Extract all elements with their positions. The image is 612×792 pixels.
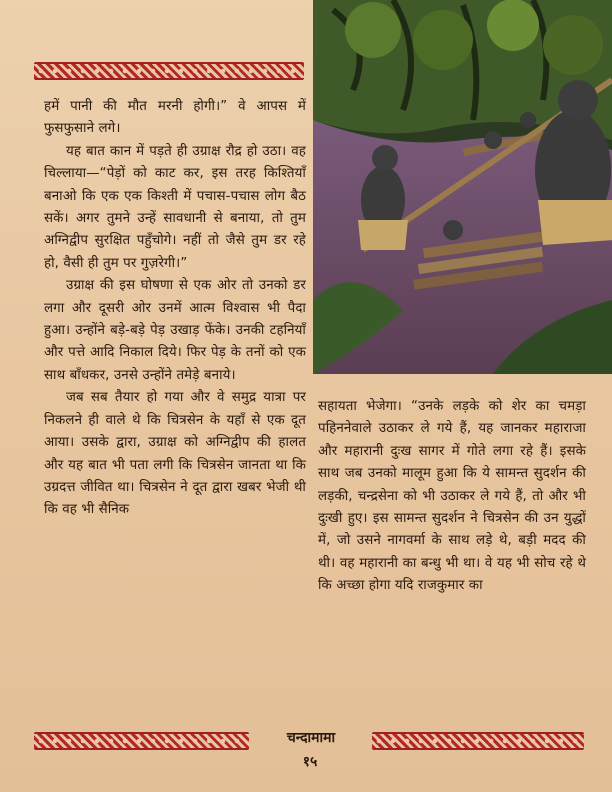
left-text-column — [44, 96, 306, 522]
top-ornament-border — [34, 62, 304, 80]
bottom-left-ornament-border — [34, 732, 249, 750]
right-text-column — [318, 396, 586, 598]
left-paragraph-1: हमें पानी की मौत मरनी होगी।” वे आपस में फुसफुसाने लगे। — [44, 99, 306, 137]
magazine-title: चन्दामामा — [286, 730, 336, 746]
left-paragraph-2: यह बात कान में पड़ते ही उग्राक्ष रौद्र हो उठा। वह चिल्लाया—“पेड़ों को काट कर, इस तरह किश्तियाँ बनाओ कि एक एक किश्ती में पचास-पचास लोग बैठ सकें। अगर तुमने उन्हें सावधानी से बनाया, तो तुम अग्निद्वीप सुरक्षित पहुँचोगे। नहीं तो जैसे तुम डर रहे हो, वैसी ही तुम पर गुज़रेगी।” — [44, 143, 306, 271]
page-number: १५ — [302, 754, 318, 770]
bottom-right-ornament-border — [372, 732, 584, 750]
left-paragraph-4: जब सब तैयार हो गया और वे समुद्र यात्रा पर निकलने ही वाले थे कि चित्रसेन के यहाँ से एक दूत आया। उसके द्वारा, उग्राक्ष को अग्निद्वीप की हालत और यह बात भी पता लगी कि चित्रसेन जानता था कि उग्रदत्त जीवित था। चित्रसेन ने दूत द्वारा खबर भेजी थी कि वह भी सैनिक — [44, 390, 306, 518]
left-paragraph-3: उग्राक्ष की इस घोषणा से एक ओर तो उनको डर लगा और दूसरी ओर उनमें आत्म विश्वास भी पैदा हुआ। उन्होंने बड़े-बड़े पेड़ उखाड़ फेंके। उनकी टहनियाँ और पत्ते आदि निकाल दिये। फिर पेड़ के तनों को एक साथ बाँधकर, उनसे उन्होंने तमेड़े बनाये। — [44, 278, 306, 383]
forest-raft-illustration — [313, 0, 612, 374]
right-paragraph-1: सहायता भेजेगा। “उनके लड़के को शेर का चमड़ा पहिननेवाले उठाकर ले गये हैं, यह जानकर महाराजा और महारानी दुःख सागर में गोते लगा रहे हैं। इसके साथ जब उनको मालूम हुआ कि ये सामन्त सुदर्शन की लड़की, चन्द्रसेना को भी उठाकर ले गये हैं, तो और भी दुःखी हुए। इस सामन्त सुदर्शन ने चित्रसेन की उन युद्धों में, जो उसने नागवर्मा के साथ लड़े थे, बड़ी मदद की थी। वह महारानी का बन्धु भी था। वे यह भी सोच रहे थे कि अच्छा होगा यदि राजकुमार का — [318, 399, 586, 594]
